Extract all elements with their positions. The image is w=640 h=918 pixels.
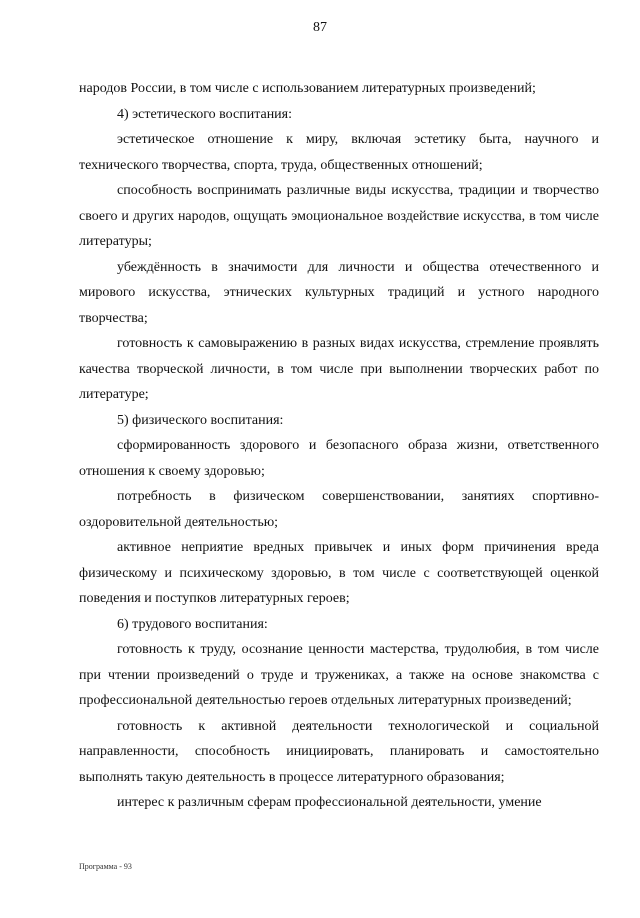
paragraph: интерес к различным сферам профессиональной деятельности, умение (117, 795, 542, 810)
section-heading-labor: 6) трудового воспитания: (117, 616, 268, 632)
document-body (79, 76, 599, 816)
paragraph: способность воспринимать различные виды искусства, традиции и творчество своего и других народов, ощущать эмоциональное воздействие искусства, в том числе литературы; (79, 183, 599, 249)
paragraph: готовность к труду, осознание ценности мастерства, трудолюбия, в том числе при чтении произведений о труде и тружениках, а также на основе знакомства с профессиональной деятельностью героев отдельных литературных произведений; (79, 642, 599, 708)
paragraph: активное неприятие вредных привычек и иных форм причинения вреда физическому и психическому здоровью, в том числе с соответствующей оценкой поведения и поступков литературных героев; (79, 540, 599, 606)
page-number: 87 (313, 20, 327, 35)
paragraph: эстетическое отношение к миру, включая эстетику быта, научного и технического творчества, спорта, труда, общественных отношений; (79, 132, 599, 173)
paragraph: готовность к активной деятельности технологической и социальной направленности, способность инициировать, планировать и самостоятельно выполнять такую деятельность в процессе литературного образования; (79, 718, 599, 785)
paragraph: готовность к самовыражению в разных видах искусства, стремление проявлять качества творческой личности, в том числе при выполнении творческих работ по литературе; (79, 336, 599, 402)
paragraph: сформированность здорового и безопасного образа жизни, ответственного отношения к своему здоровью; (79, 438, 599, 479)
page-footer: Программа - 93 (79, 862, 132, 871)
section-heading-physical: 5) физического воспитания: (117, 412, 284, 428)
section-heading-aesthetic: 4) эстетического воспитания: (117, 106, 293, 122)
paragraph-continuation: народов России, в том числе с использованием литературных произведений; (79, 81, 536, 96)
paragraph: убеждённость в значимости для личности и общества отечественного и мирового искусства, этнических культурных традиций и устного народного творчества; (79, 259, 599, 326)
paragraph: потребность в физическом совершенствовании, занятиях спортивно-оздоровительной деятельностью; (79, 489, 599, 530)
